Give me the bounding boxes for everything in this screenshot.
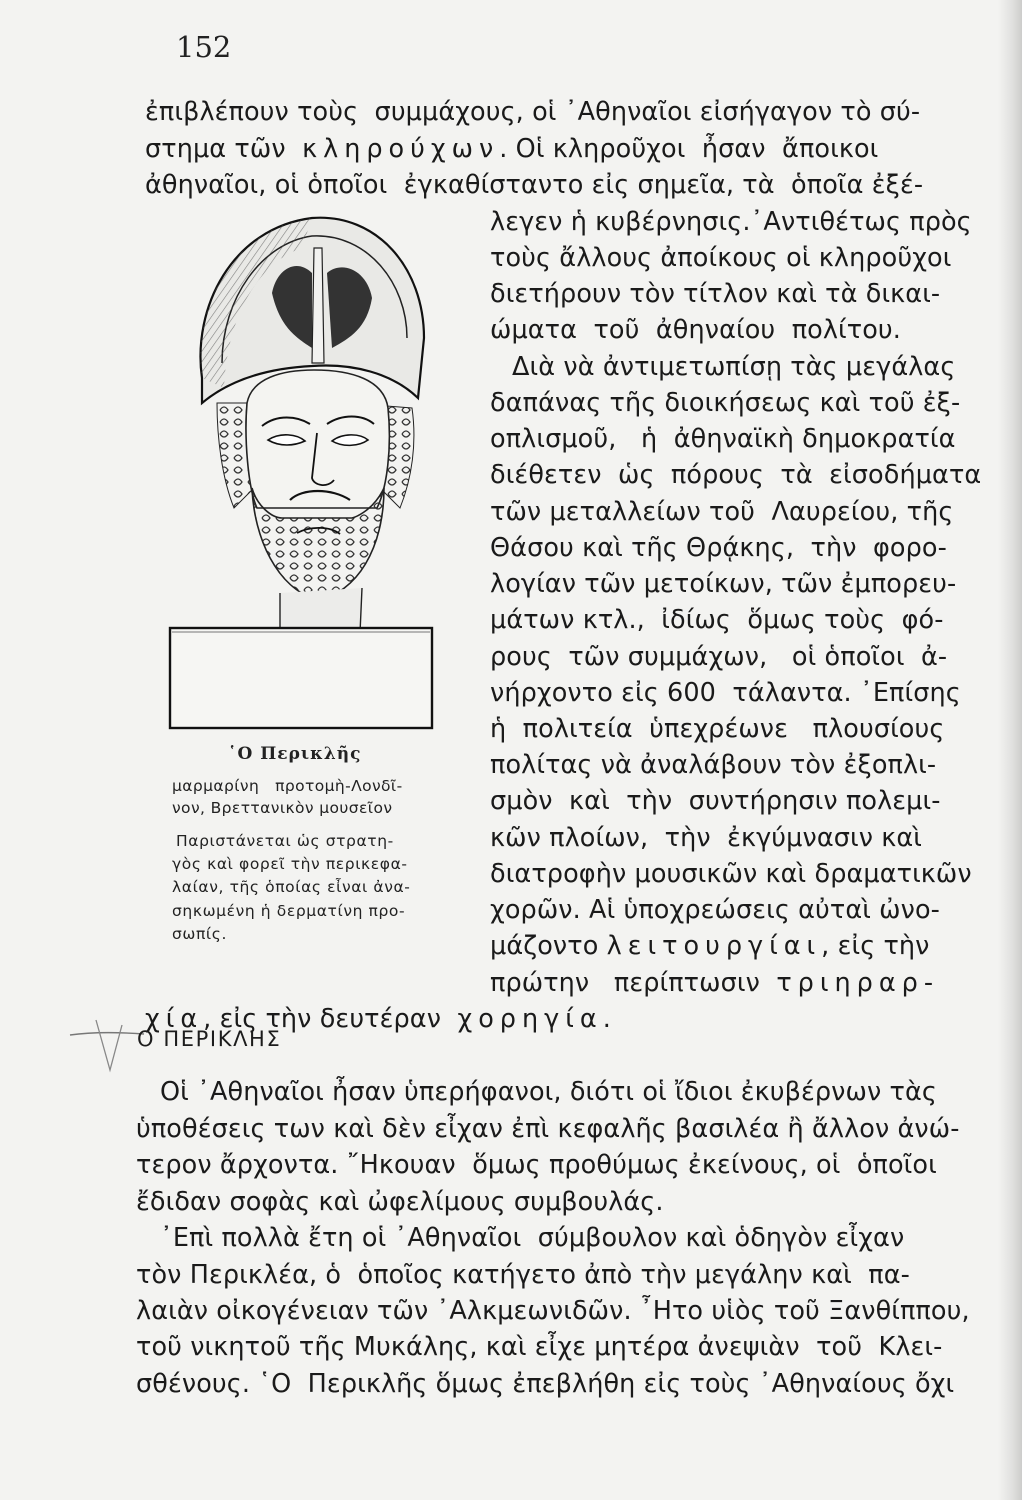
figure-caption-desc: Παριστάνεται ὡς στρατη- bbox=[176, 832, 394, 850]
text-line: διέθετεν ὡς πόρους τὰ εἰσοδήματα bbox=[490, 460, 982, 490]
text-line: οπλισμοῦ, ἡ ἀθηναϊκὴ δημοκρατία bbox=[490, 424, 956, 454]
spaced-term-chia: χία bbox=[145, 1004, 204, 1034]
figure-caption-title: ῾Ο Περικλῆς bbox=[228, 744, 362, 764]
text-line-with-spaced-term bbox=[490, 968, 940, 998]
text-line: ἀθηναῖοι, οἱ ὁποῖοι ἐγκαθίσταντο εἰς σημεῖα, τὰ ὁποῖα ἐξέ- bbox=[145, 170, 924, 200]
figure-caption-sub: μαρμαρίνη προτομὴ-Λονδῖ- bbox=[172, 777, 403, 795]
page-number: 152 bbox=[176, 30, 232, 64]
spaced-term-chorigia: χορηγία bbox=[457, 1004, 603, 1034]
text-fragment: πρώτην περίπτωσιν bbox=[490, 968, 777, 998]
text-fragment: στημα τῶν bbox=[145, 134, 303, 164]
pencil-margin-mark-icon bbox=[66, 1010, 146, 1080]
text-line: δαπάνας τῆς διοικήσεως καὶ τοῦ ἐξ- bbox=[490, 388, 961, 418]
text-line: ὑποθέσεις των καὶ δὲν εἶχαν ἐπὶ κεφαλῆς βασιλέα ἢ ἄλλον ἀνώ- bbox=[136, 1114, 960, 1144]
text-line: ἔδιδαν σοφὰς καὶ ὠφελίμους συμβουλάς. bbox=[136, 1187, 664, 1217]
text-line: λογίαν τῶν μετοίκων, τῶν ἐμπορευ- bbox=[490, 569, 957, 599]
spaced-term-leitourgiai: λειτουργίαι bbox=[606, 931, 822, 961]
text-line: διατροφὴν μουσικῶν καὶ δραματικῶν bbox=[490, 859, 972, 889]
text-line: χορῶν. Αἱ ὑποχρεώσεις αὐταὶ ὠνο- bbox=[490, 895, 940, 925]
page-edge-shadow bbox=[998, 0, 1022, 1500]
text-line: Διὰ νὰ ἀντιμετωπίσῃ τὰς μεγάλας bbox=[512, 352, 956, 382]
figure-caption-desc: σωπίς. bbox=[172, 925, 228, 943]
section-heading: Ο ΠΕΡΙΚΛΗΣ bbox=[137, 1027, 282, 1051]
text-line: κῶν πλοίων, τὴν ἐκγύμνασιν καὶ bbox=[490, 823, 923, 853]
text-line: ἡ πολιτεία ὑπεχρέωνε πλουσίους bbox=[490, 714, 945, 744]
text-line: λεγεν ἡ κυβέρνησις.᾿Αντιθέτως πρὸς bbox=[490, 207, 972, 237]
figure-caption-desc: σηκωμένη ἡ δερματίνη προ- bbox=[172, 902, 406, 920]
text-line: μάτων κτλ., ἰδίως ὅμως τοὺς φό- bbox=[490, 605, 944, 635]
text-line: ώματα τοῦ ἀθηναίου πολίτου. bbox=[490, 315, 901, 345]
text-line: Θάσου καὶ τῆς Θρᾴκης, τὴν φορο- bbox=[490, 533, 947, 563]
text-line: ἐπιβλέπουν τοὺς συμμάχους, οἱ ᾿Αθηναῖοι εἰσήγαγον τὸ σύ- bbox=[145, 97, 921, 127]
text-line: τοὺς ἄλλους ἀποίκους οἱ κληροῦχοι bbox=[490, 243, 952, 273]
text-line: Οἱ ᾿Αθηναῖοι ἦσαν ὑπερήφανοι, διότι οἱ ἴδιοι ἐκυβέρνων τὰς bbox=[160, 1077, 937, 1107]
text-line: νήρχοντο εἰς 600 τάλαντα. ᾿Επίσης bbox=[490, 678, 961, 708]
text-line-with-spaced-term bbox=[490, 931, 930, 961]
text-line: διετήρουν τὸν τίτλον καὶ τὰ δικαι- bbox=[490, 279, 941, 309]
spaced-term-klirouchon: κληρούχων bbox=[302, 134, 500, 164]
text-line: λαιὰν οἰκογένειαν τῶν ᾿Αλκμεωνιδῶν. ῏Ητο υἱὸς τοῦ Ξανθίππου, bbox=[136, 1296, 970, 1326]
figure-caption-desc: γὸς καὶ φορεῖ τὴν περικεφα- bbox=[172, 855, 408, 873]
text-fragment: . Οἱ κληροῦχοι ἦσαν ἄποικοι bbox=[499, 134, 879, 164]
text-line: τοῦ νικητοῦ τῆς Μυκάλης, καὶ εἶχε μητέρα ἀνεψιὰν τοῦ Κλει- bbox=[136, 1332, 943, 1362]
text-fragment: , εἰς τὴν δευτέραν bbox=[203, 1004, 458, 1034]
text-line: πολίτας νὰ ἀναλάβουν τὸν ἐξοπλι- bbox=[490, 750, 937, 780]
figure-caption-sub: νον, Βρεττανικὸν μουσεῖον bbox=[172, 799, 393, 817]
text-line: σμὸν καὶ τὴν συντήρησιν πολεμι- bbox=[490, 786, 941, 816]
text-line: τὸν Περικλέα, ὁ ὁποῖος κατήγετο ἀπὸ τὴν μεγάλην καὶ πα- bbox=[136, 1260, 910, 1290]
text-fragment: , εἰς τὴν bbox=[821, 931, 930, 961]
pericles-bust-icon bbox=[162, 188, 444, 736]
text-fragment: μάζοντο bbox=[490, 931, 607, 961]
text-line: σθένους. ῾Ο Περικλῆς ὅμως ἐπεβλήθη εἰς τοὺς ᾿Αθηναίους ὄχι bbox=[136, 1369, 955, 1399]
text-line: ᾿Επὶ πολλὰ ἔτη οἱ ᾿Αθηναῖοι σύμβουλον καὶ ὁδηγὸν εἶχαν bbox=[160, 1223, 905, 1253]
figure-caption-desc: λαίαν, τῆς ὁποίας εἶναι ἀνα- bbox=[172, 878, 411, 896]
text-line: ρους τῶν συμμάχων, οἱ ὁποῖοι ἀ- bbox=[490, 642, 948, 672]
text-fragment: . bbox=[602, 1004, 611, 1034]
text-line-with-spaced-term bbox=[145, 134, 879, 164]
figure-pericles-bust bbox=[162, 188, 444, 736]
text-line: τῶν μεταλλείων τοῦ Λαυρείου, τῆς bbox=[490, 497, 954, 527]
spaced-term-trierar: τριηραρ- bbox=[776, 968, 940, 998]
text-line: τερον ἄρχοντα. ῎Ηκουαν ὅμως προθύμως ἐκείνους, οἱ ὁποῖοι bbox=[136, 1150, 937, 1180]
